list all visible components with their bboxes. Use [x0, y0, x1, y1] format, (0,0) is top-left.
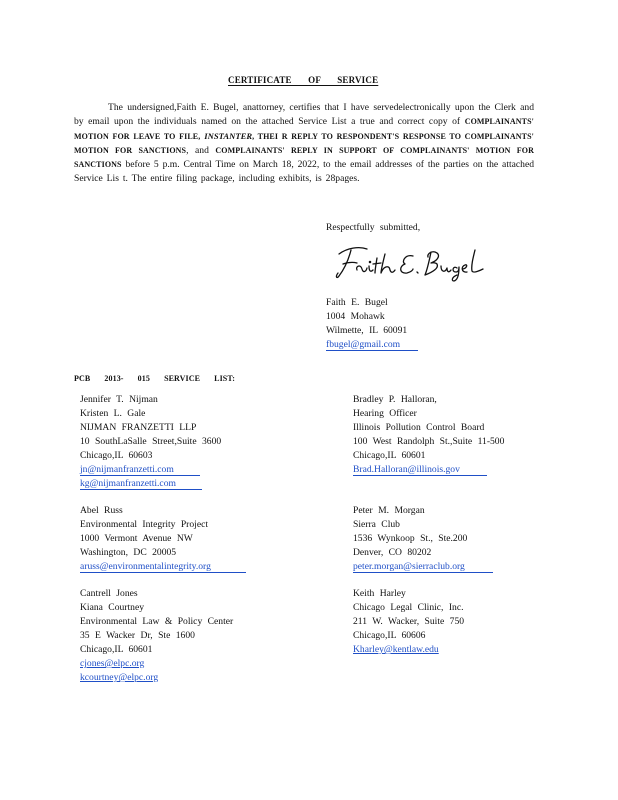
entry-line: Hearing Officer: [353, 408, 417, 419]
entry-line: 211 W. Wacker, Suite 750: [353, 616, 465, 627]
body-caps-2: , THEI R REPLY TO RESPONDENT'S RESPONSE TO COMPLAINANTS' MOTION FOR SANCTIONS: [74, 132, 534, 155]
signer-city: Wilmette, IL 60091: [326, 325, 408, 336]
entry-line: Washington, DC 20005: [80, 547, 177, 558]
service-entry-nijman: [80, 393, 221, 491]
body-caps-1: COMPLAINANTS' MOTION FOR LEAVE TO FILE,: [74, 117, 534, 141]
entry-line: 100 West Randolph St.,Suite 11-500: [353, 436, 505, 447]
email-link[interactable]: cjones@elpc.org: [80, 658, 145, 669]
email-link[interactable]: Kharley@kentlaw.edu: [353, 644, 439, 655]
entry-line: Kristen L. Gale: [80, 408, 146, 419]
body-text-part-2: , and: [186, 145, 216, 156]
email-link[interactable]: jn@nijmanfranzetti.com: [80, 464, 200, 476]
certificate-title: CERTIFICATE OF SERVICE: [228, 75, 379, 85]
service-entry-halloran: [353, 393, 504, 477]
entry-line: NIJMAN FRANZETTI LLP: [80, 422, 197, 433]
entry-line: Environmental Law & Policy Center: [80, 616, 234, 627]
entry-line: Denver, CO 80202: [353, 547, 432, 558]
certificate-body: [74, 101, 534, 186]
signer-name: Faith E. Bugel: [326, 297, 388, 308]
entry-line: Jennifer T. Nijman: [80, 394, 158, 405]
signer-street: 1004 Mohawk: [326, 311, 385, 322]
email-link[interactable]: Brad.Halloran@illinois.gov: [353, 464, 487, 476]
service-entry-elpc: [80, 587, 233, 685]
entry-line: Cantrell Jones: [80, 588, 138, 599]
email-link[interactable]: aruss@environmentalintegrity.org: [80, 561, 246, 573]
body-text-part-1: The undersigned,Faith E. Bugel, anattorney, certifies that I have servedelectronically upon the Clerk and by email upon the individuals named on the attached Service List a true and correct copy of: [74, 102, 534, 127]
entry-line: Environmental Integrity Project: [80, 519, 209, 530]
service-entry-russ: [80, 504, 246, 574]
entry-line: Bradley P. Halloran,: [353, 394, 437, 405]
entry-line: Sierra Club: [353, 519, 400, 530]
email-link[interactable]: kcourtney@elpc.org: [80, 672, 159, 683]
signer-block: [326, 296, 418, 352]
entry-line: 35 E Wacker Dr, Ste 1600: [80, 630, 195, 641]
entry-line: Keith Harley: [353, 588, 406, 599]
service-entry-harley: [353, 587, 464, 657]
entry-line: 1536 Wynkoop St., Ste.200: [353, 533, 468, 544]
entry-line: Kiana Courtney: [80, 602, 145, 613]
email-link[interactable]: peter.morgan@sierraclub.org: [353, 561, 493, 573]
entry-line: Illinois Pollution Control Board: [353, 422, 485, 433]
entry-line: Peter M. Morgan: [353, 505, 425, 516]
entry-line: Chicago Legal Clinic, Inc.: [353, 602, 464, 613]
entry-line: Chicago,IL 60603: [80, 450, 153, 461]
email-link[interactable]: kg@nijmanfranzetti.com: [80, 478, 202, 490]
entry-line: Abel Russ: [80, 505, 123, 516]
entry-line: Chicago,IL 60601: [353, 450, 426, 461]
body-caps-3: COMPLAINANTS' REPLY IN SUPPORT OF COMPLAINANTS' MOTION FOR SANCTIONS: [74, 146, 534, 169]
service-entry-morgan: [353, 504, 493, 574]
entry-line: 1000 Vermont Avenue NW: [80, 533, 193, 544]
body-text-part-3: before 5 p.m. Central Time on March 18, 2022, to the email addresses of the parties on the attached Service Lis t. The entire filing package, including exhibits, is 28pages.: [74, 159, 535, 184]
entry-line: Chicago,IL 60606: [353, 630, 426, 641]
closing-salutation: Respectfully submitted,: [326, 222, 421, 233]
service-list-heading: PCB 2013- 015 SERVICE LIST:: [74, 374, 235, 383]
entry-line: 10 SouthLaSalle Street,Suite 3600: [80, 436, 222, 447]
entry-line: Chicago,IL 60601: [80, 644, 153, 655]
handwritten-signature: [333, 242, 491, 284]
body-italic-instanter: INSTANTER: [204, 131, 253, 141]
signer-email-link[interactable]: fbugel@gmail.com: [326, 339, 418, 351]
